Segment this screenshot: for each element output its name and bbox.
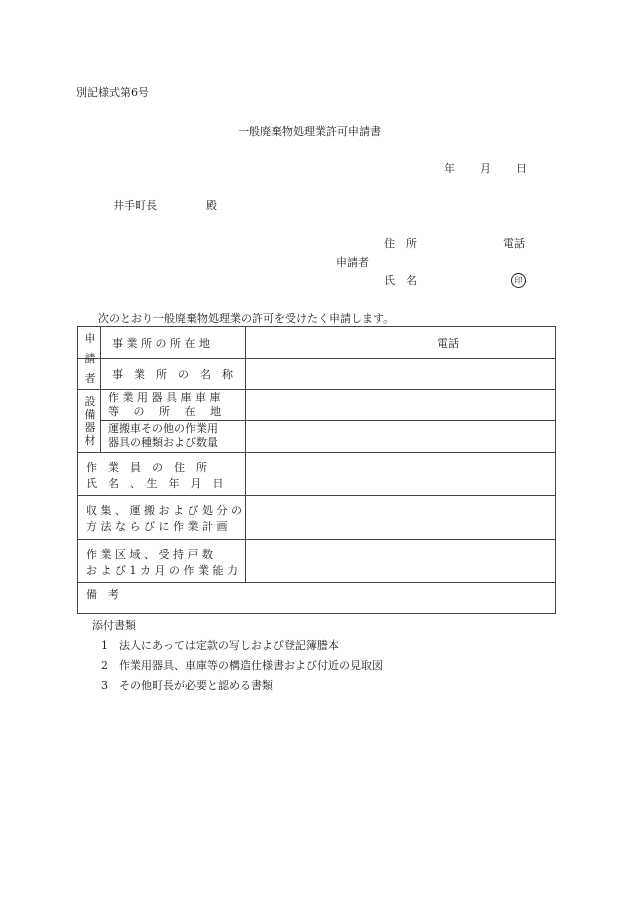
vehicle-types-label: 運搬車その他の作業用 器具の種類および数量 <box>108 422 218 449</box>
address-label: 住 所 <box>384 237 417 250</box>
office-phone-label: 電話 <box>437 337 459 350</box>
date-month-label: 月 <box>480 162 491 175</box>
attachment-item-number: 1 <box>101 639 108 652</box>
form-number: 別記様式第6号 <box>76 86 149 99</box>
addressee-honorific: 殿 <box>206 199 217 212</box>
attachment-item-text: 作業用器具、車庫等の構造仕様書および付近の見取図 <box>119 659 383 672</box>
phone-label: 電話 <box>503 237 525 250</box>
office-name-label: 事 業 所 の 名 称 <box>112 368 233 381</box>
addressee-name: 井手町長 <box>113 199 157 212</box>
workers-label: 作 業 員 の 住 所 氏 名 、 生 年 月 日 <box>86 461 224 490</box>
date-day-label: 日 <box>516 162 527 175</box>
application-form-table <box>77 326 556 614</box>
date-year-label: 年 <box>444 162 455 175</box>
attachment-item-number: 2 <box>101 659 108 672</box>
seal-mark: 印 <box>511 273 526 288</box>
intro-text: 次のとおり一般廃棄物処理業の許可を受けたく申請します。 <box>98 312 395 325</box>
attachment-item-text: 法人にあっては定款の写しおよび登記簿謄本 <box>119 639 339 652</box>
office-location-label: 事 業 所 の 所 在 地 <box>112 337 210 350</box>
document-title: 一般廃棄物処理業許可申請書 <box>238 125 381 138</box>
attachment-item-number: 3 <box>101 679 108 692</box>
collection-plan-label: 収 集 、 運 搬 お よ び 処 分 の 方 法 な ら び に 作 業 計 画 <box>86 504 242 533</box>
garage-location-label: 作 業 用 器 具 庫 車 庫 等 の 所 在 地 <box>108 391 221 418</box>
equipment-group-label: 設 備 器 材 <box>84 395 96 447</box>
attachments-heading: 添付書類 <box>92 619 136 632</box>
applicant-group-label: 申 請 者 <box>84 332 96 385</box>
name-label: 氏 名 <box>384 274 417 287</box>
attachment-item-text: その他町長が必要と認める書類 <box>119 679 273 692</box>
remarks-label: 備 考 <box>86 588 119 601</box>
applicant-label: 申請者 <box>336 256 369 269</box>
work-area-label: 作 業 区 域 、 受 持 戸 数 お よ び 1 カ 月 の 作 業 能 力 <box>86 548 238 577</box>
